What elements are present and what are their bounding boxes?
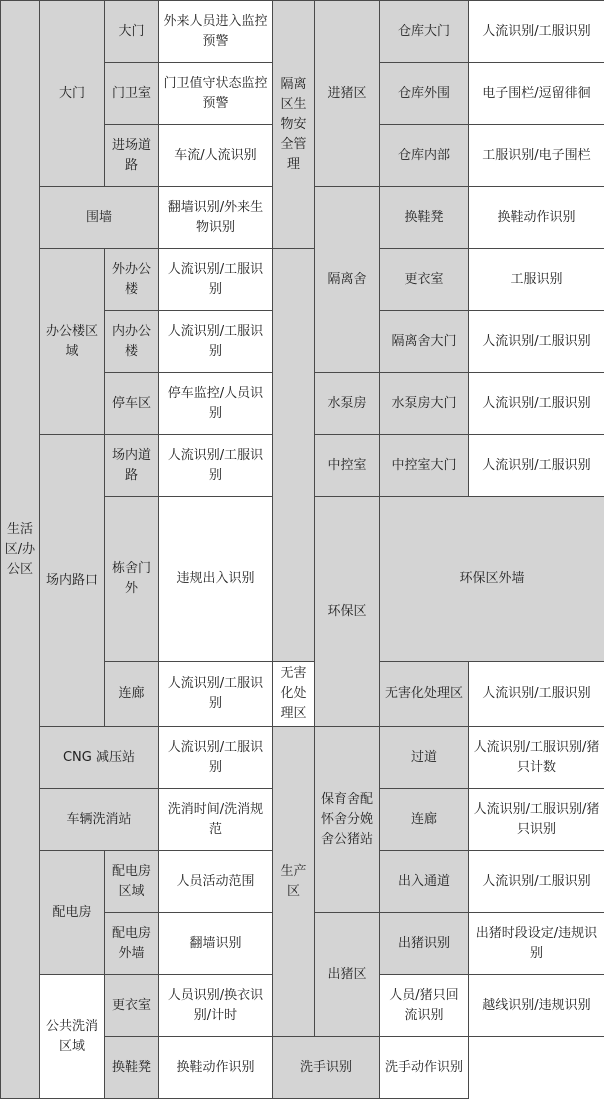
sub-backflow: 人员/猪只回流识别 (380, 975, 469, 1037)
func-cell: 人流识别/工服识别 (469, 851, 604, 913)
sub-dorm-gate: 隔离舍大门 (380, 311, 469, 373)
area-wall: 围墙 (40, 187, 159, 249)
sub-changing-room: 更衣室 (105, 975, 159, 1037)
func-cell: 翻墙识别 (159, 913, 273, 975)
func-cell: 翻墙识别/外来生物识别 (159, 187, 273, 249)
sub-breeding-corridor: 连廊 (380, 789, 469, 851)
func-cell: 人流识别/工服识别 (159, 727, 273, 789)
sub-gate: 大门 (105, 1, 159, 63)
sub-shoe-bench: 换鞋凳 (380, 187, 469, 249)
func-cell: 洗消时间/洗消规范 (159, 789, 273, 851)
sub-guardroom: 门卫室 (105, 63, 159, 125)
func-cell: 外来人员进入监控预警 (159, 1, 273, 63)
area-isolation-dorm: 隔离舍 (315, 187, 380, 373)
sub-power-area: 配电房区域 (105, 851, 159, 913)
sub-shoe-bench-public: 换鞋凳 (105, 1037, 159, 1099)
sub-power-wall: 配电房外墙 (105, 913, 159, 975)
area-pig-exit: 出猪区 (315, 913, 380, 1037)
func-cell: 违规出入识别 (159, 497, 273, 662)
func-cell: 换鞋动作识别 (159, 1037, 273, 1099)
func-cell: 人流识别/工服识别 (469, 662, 604, 727)
sub-inner-road: 场内道路 (105, 435, 159, 497)
func-cell: 出猪时段设定/违规识别 (469, 913, 604, 975)
sub-corridor: 连廊 (105, 662, 159, 727)
func-cell: 门卫值守状态监控预警 (159, 63, 273, 125)
func-cell: 换鞋动作识别 (469, 187, 604, 249)
func-cell: 人流识别/工服识别 (159, 311, 273, 373)
sub-warehouse-gate: 仓库大门 (380, 1, 469, 63)
area-env-wall: 环保区外墙 (380, 497, 604, 662)
area-vehicle-wash: 车辆洗消站 (40, 789, 159, 851)
func-cell: 人流识别/工服识别 (469, 373, 604, 435)
sub-parking: 停车区 (105, 373, 159, 435)
sub-outer-office: 外办公楼 (105, 249, 159, 311)
area-handwash: 洗手识别 (273, 1037, 380, 1099)
sub-aisle: 过道 (380, 727, 469, 789)
func-cell: 洗手动作识别 (380, 1037, 469, 1099)
sub-entry-road: 进场道路 (105, 125, 159, 187)
func-cell: 人流识别/工服识别/猪只识别 (469, 789, 604, 851)
func-cell: 工服识别/电子围栏 (469, 125, 604, 187)
sub-warehouse-perimeter: 仓库外围 (380, 63, 469, 125)
func-cell: 人流识别/工服识别 (159, 249, 273, 311)
zone-living-office: 生活区/办公区 (1, 1, 40, 1099)
area-cng: CNG 减压站 (40, 727, 159, 789)
func-cell: 电子围栏/逗留徘徊 (469, 63, 604, 125)
area-crossing: 场内路口 (40, 435, 105, 727)
func-cell: 越线识别/违规识别 (469, 975, 604, 1037)
zone-environment: 环保区 (315, 497, 380, 727)
area-harmless: 无害化处理区 (273, 662, 315, 727)
func-cell: 工服识别 (469, 249, 604, 311)
area-office: 办公楼区域 (40, 249, 105, 435)
zone-gray-spacer (273, 249, 315, 662)
area-power-room: 配电房 (40, 851, 105, 975)
sub-warehouse-inside: 仓库内部 (380, 125, 469, 187)
sub-locker-room: 更衣室 (380, 249, 469, 311)
func-cell: 人员活动范围 (159, 851, 273, 913)
func-cell: 人流识别/工服识别 (469, 1, 604, 63)
func-cell: 人流识别/工服识别 (159, 435, 273, 497)
area-gate: 大门 (40, 1, 105, 187)
sub-control-gate: 中控室大门 (380, 435, 469, 497)
area-pump-room: 水泵房 (315, 373, 380, 435)
func-cell: 人流识别/工服识别 (159, 662, 273, 727)
func-cell: 人流识别/工服识别 (469, 435, 604, 497)
sub-exit-passage: 出入通道 (380, 851, 469, 913)
table-row (1, 1, 604, 63)
table-row (1, 249, 604, 311)
area-control-room: 中控室 (315, 435, 380, 497)
zone-isolation: 隔离区生物安全管理 (273, 1, 315, 249)
area-public-wash: 公共洗消区域 (40, 975, 105, 1099)
func-cell: 停车监控/人员识别 (159, 373, 273, 435)
table-row (1, 727, 604, 789)
area-entry: 进猪区 (315, 1, 380, 187)
func-cell: 人流识别/工服识别/猪只计数 (469, 727, 604, 789)
sub-pump-gate: 水泵房大门 (380, 373, 469, 435)
sub-inner-office: 内办公楼 (105, 311, 159, 373)
area-breeding: 保育舍配怀舍分娩舍公猪站 (315, 727, 380, 913)
func-cell: 人流识别/工服识别 (469, 311, 604, 373)
func-cell: 人员识别/换衣识别/计时 (159, 975, 273, 1037)
zone-production: 生产区 (273, 727, 315, 1037)
func-cell: 车流/人流识别 (159, 125, 273, 187)
sub-barn-door: 栋舍门外 (105, 497, 159, 662)
sub-harmless: 无害化处理区 (380, 662, 469, 727)
sub-pig-exit-detect: 出猪识别 (380, 913, 469, 975)
